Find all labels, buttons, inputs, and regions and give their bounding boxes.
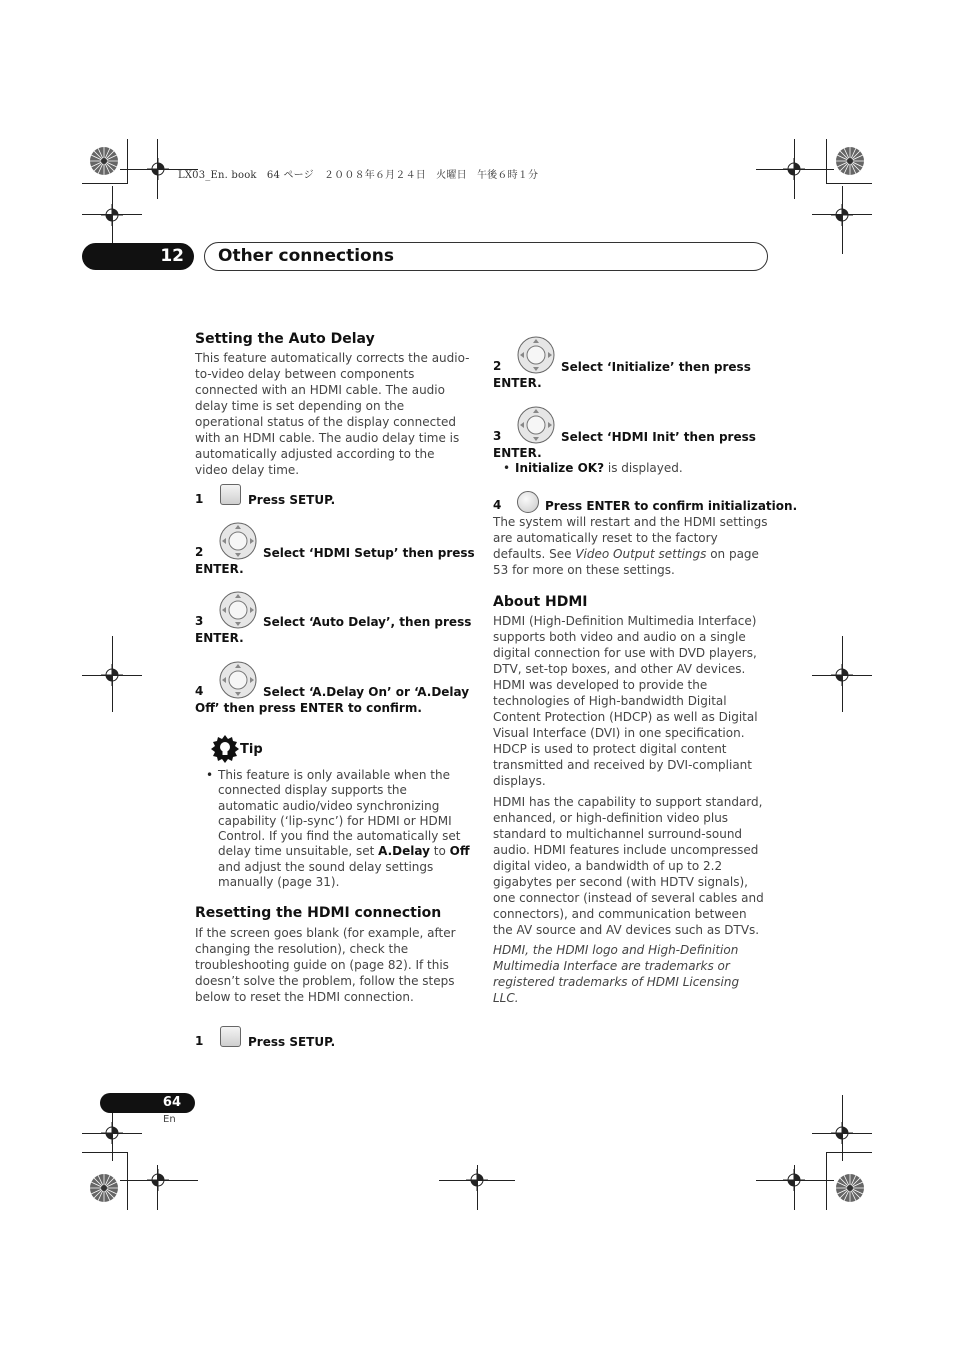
print-header: LX03_En. book 64 ページ ２００８年６月２４日 火曜日 午後６時１分 xyxy=(178,170,539,181)
crop-line xyxy=(439,1180,515,1181)
crop-line xyxy=(826,183,872,184)
registration-star-icon xyxy=(89,146,119,176)
step-result-part: The system will restart and the HDMI settings are automatically reset to the factory defaults. See xyxy=(493,515,768,561)
tip-item xyxy=(196,768,471,890)
tip-lightbulb-icon xyxy=(210,734,240,764)
tip-text: This feature is only available when the connected display supports the automatic audio/video synchronizing capability (‘lip-sync’) for HDMI or HDMI Control. If you find the automatically set delay time unsuitable, set xyxy=(218,768,461,859)
section-body: This feature automatically corrects the audio-to-video delay between components connected with an HDMI cable. The audio delay time is set depending on the operational status of the display connected with an HDMI cable. The audio delay time is automatically adjusted according to the video delay time. xyxy=(195,351,470,477)
step-text: Press SETUP. xyxy=(248,493,336,507)
registration-star-icon xyxy=(835,1173,865,1203)
chapter-number-badge: 12 xyxy=(82,243,194,270)
setup-button-icon xyxy=(220,1026,241,1047)
crop-line xyxy=(82,1152,128,1153)
step-note-list xyxy=(493,461,773,476)
enter-button-icon xyxy=(517,491,539,513)
crop-line xyxy=(127,139,128,184)
registration-star-icon xyxy=(89,1173,119,1203)
crop-line xyxy=(794,1165,795,1210)
section-heading: About HDMI xyxy=(493,594,588,610)
step-text-continued: Off’ then press ENTER to confirm. xyxy=(195,701,422,715)
step-text: Select ‘HDMI Init’ then press xyxy=(561,430,756,444)
step-number: 3 xyxy=(195,614,204,628)
crop-line xyxy=(127,1152,128,1210)
crop-line xyxy=(842,186,843,254)
crop-line xyxy=(826,139,827,184)
section-heading: Resetting the HDMI connection xyxy=(195,905,442,921)
trademark-notice: HDMI, the HDMI logo and High-Definition Multimedia Interface are trademarks or registered trademarks of HDMI Licensing LLC. xyxy=(493,943,740,1005)
step-number: 4 xyxy=(493,498,502,512)
step-number: 4 xyxy=(195,684,204,698)
crop-line xyxy=(157,1165,158,1210)
tip-label: Tip xyxy=(240,742,263,757)
dpad-button-icon xyxy=(219,661,257,699)
page-language: En xyxy=(163,1114,176,1125)
dpad-button-icon xyxy=(219,522,257,560)
crop-line xyxy=(756,169,834,170)
resetting-section xyxy=(195,905,470,1005)
about-paragraph-1: HDMI (High-Definition Multimedia Interface) supports both video and audio on a single digital connection for use with DVD players, DTV, set-top boxes, and other AV devices. HDMI was developed to provide the technologies of High-bandwidth Digital Content Protection (HDCP) as well as Digital Visual Interface (DVI) in one specification. HDCP is used to protect digital content transmitted and received by DVI-compliant displays. xyxy=(493,614,758,788)
tip-setting-name: A.Delay xyxy=(378,844,430,859)
crop-line xyxy=(826,1152,827,1210)
chapter-title: Other connections xyxy=(218,246,394,266)
step-text: Select ‘Initialize’ then press xyxy=(561,360,751,374)
about-paragraph-2: HDMI has the capability to support standard, enhanced, or high-definition video plus standard to multichannel surround-sound audio. HDMI features include uncompressed digital video, a bandwidth of up to 2.2 gigabytes per second (with HDTV signals), one connector (instead of several cables and connectors), and communication between the AV source and AV devices such as DTVs. xyxy=(493,795,764,937)
tip-list xyxy=(196,768,471,890)
step-number: 3 xyxy=(493,429,502,443)
step-note-text: is displayed. xyxy=(604,461,683,475)
crop-line xyxy=(82,183,128,184)
step-number: 2 xyxy=(195,545,204,559)
step-note xyxy=(493,461,773,476)
dpad-button-icon xyxy=(517,336,555,374)
cross-reference: Video Output settings xyxy=(575,547,707,561)
crop-line xyxy=(842,636,843,712)
page-number: 64 xyxy=(100,1093,195,1113)
registration-star-icon xyxy=(835,146,865,176)
step-number: 2 xyxy=(493,359,502,373)
section-heading: Setting the Auto Delay xyxy=(195,331,375,347)
dpad-button-icon xyxy=(219,591,257,629)
step-text-continued: ENTER. xyxy=(493,376,542,390)
crop-line xyxy=(112,636,113,712)
crop-line xyxy=(826,1152,872,1153)
step-text: Select ‘HDMI Setup’ then press xyxy=(263,546,475,560)
section-body: If the screen goes blank (for example, after changing the resolution), check the troubleshooting guide on (page 82). If this doesn’t solve the problem, follow the steps below to reset the HDMI connection. xyxy=(195,926,456,1004)
step-text-continued: ENTER. xyxy=(493,446,542,460)
crop-line xyxy=(756,1180,834,1181)
step-text: Select ‘A.Delay On’ or ‘A.Delay xyxy=(263,685,470,699)
tip-text: to xyxy=(429,844,450,859)
step-text: Select ‘Auto Delay’, then press xyxy=(263,615,472,629)
step-text-continued: ENTER. xyxy=(195,631,244,645)
setup-button-icon xyxy=(220,484,241,505)
step-text: Press SETUP. xyxy=(248,1035,336,1049)
crop-line xyxy=(120,1180,198,1181)
step-result-part: on page 53 for more on these settings. xyxy=(493,547,759,577)
step-number: 1 xyxy=(195,1034,204,1048)
tip-setting-value: Off xyxy=(449,844,470,859)
step-text-continued: ENTER. xyxy=(195,562,244,576)
dpad-button-icon xyxy=(517,406,555,444)
about-hdmi-section xyxy=(493,594,768,1006)
step-number: 1 xyxy=(195,492,204,506)
auto-delay-section xyxy=(195,331,470,478)
display-message: Initialize OK? xyxy=(515,461,605,475)
step-result-text xyxy=(493,514,768,578)
tip-text: and adjust the sound delay settings manually (page 31). xyxy=(218,859,434,890)
step-text: Press ENTER to confirm initialization. xyxy=(545,499,798,513)
crop-line xyxy=(477,1165,478,1210)
